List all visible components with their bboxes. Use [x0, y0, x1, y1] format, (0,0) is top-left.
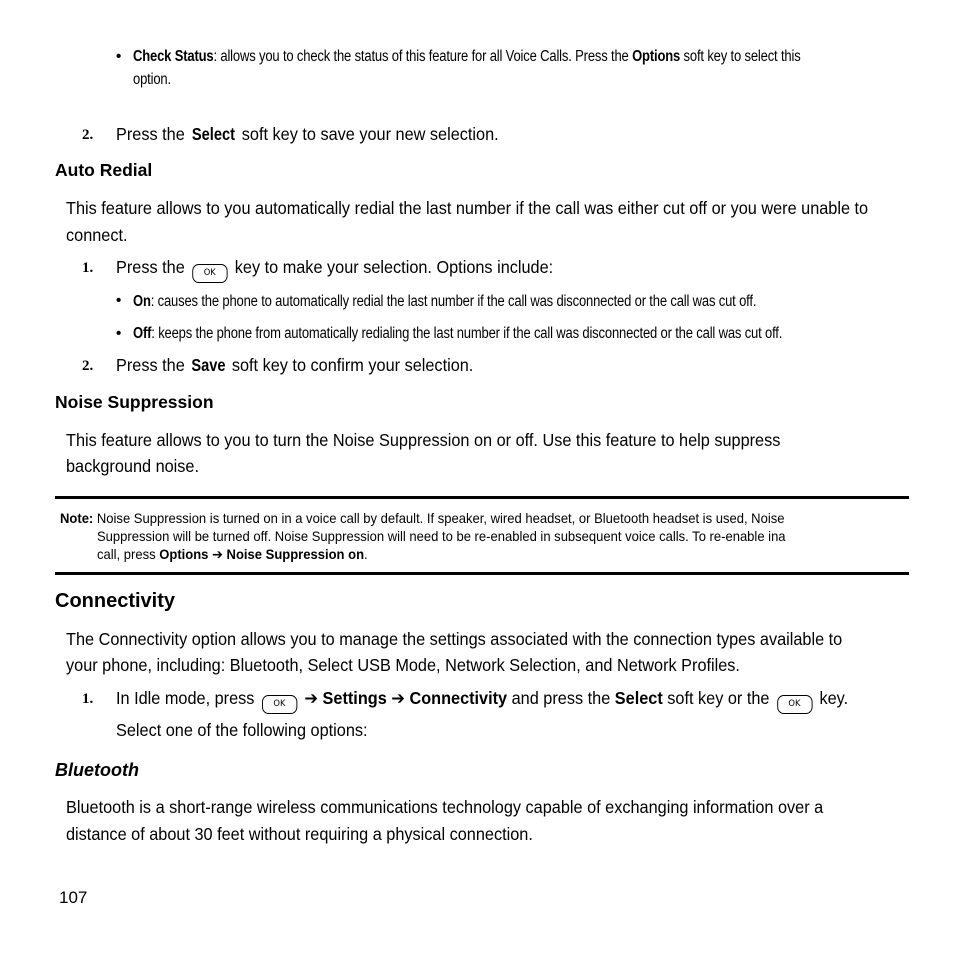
option-off: Off: keeps the phone from automatically redialing the last number if the call was disconnected or the call was cut off. — [133, 325, 783, 342]
step-number: 2. — [82, 358, 94, 374]
bullet-marker: • — [116, 292, 122, 309]
bluetooth-para-line2: distance of about 30 feet without requiring a physical connection. — [66, 824, 533, 844]
noise-para-line2: background noise. — [66, 456, 200, 476]
bullet-marker: • — [116, 325, 122, 342]
note-line3: call, press Options ➔ Noise Suppression on. — [97, 546, 368, 562]
check-status-line2: option. — [133, 71, 171, 88]
auto-redial-step1: Press the OK key to make your selection. Options include: — [116, 254, 553, 283]
ok-key-icon: OK — [777, 695, 812, 714]
step-number: 1. — [82, 260, 94, 276]
page-number: 107 — [59, 888, 88, 907]
connectivity-para-line2: your phone, including: Bluetooth, Select USB Mode, Network Selection, and Network Profiles. — [66, 655, 740, 675]
connectivity-step1-line2: Select one of the following options: — [116, 720, 368, 740]
bullet-marker: • — [116, 48, 122, 65]
auto-redial-para-line2: connect. — [66, 225, 128, 245]
auto-redial-para-line1: This feature allows to you automatically redial the last number if the call was either cut off or you were unable to — [66, 198, 869, 218]
section-heading-connectivity: Connectivity — [55, 590, 176, 612]
section-heading-noise-suppression: Noise Suppression — [55, 392, 214, 412]
note-line2: Suppression will be turned off. Noise Suppression will need to be re-enabled in subsequent voice calls. To re-enable ina — [97, 528, 786, 544]
step-number: 2. — [82, 127, 94, 143]
auto-redial-step2: Press the Save soft key to confirm your selection. — [116, 355, 474, 375]
ok-key-icon: OK — [192, 264, 227, 283]
section-heading-auto-redial: Auto Redial — [55, 160, 153, 180]
check-status-line1: Check Status: allows you to check the status of this feature for all Voice Calls. Press the Options soft key to select this — [133, 48, 801, 65]
note-line1: Note: Noise Suppression is turned on in a voice call by default. If speaker, wired headset, or Bluetooth headset is used, Noise — [60, 510, 785, 526]
note-bottom-rule — [55, 572, 909, 575]
step-text: Press the Select soft key to save your new selection. — [116, 124, 499, 144]
noise-para-line1: This feature allows to you to turn the Noise Suppression on or off. Use this feature to help suppress — [66, 430, 781, 450]
note-top-rule — [55, 496, 909, 499]
bluetooth-para-line1: Bluetooth is a short-range wireless communications technology capable of exchanging information over a — [66, 797, 824, 817]
ok-key-icon: OK — [262, 695, 297, 714]
subsection-heading-bluetooth: Bluetooth — [55, 760, 139, 780]
option-on: On: causes the phone to automatically redial the last number if the call was disconnected or the call was cut off. — [133, 293, 757, 310]
connectivity-para-line1: The Connectivity option allows you to manage the settings associated with the connection types available to — [66, 629, 843, 649]
connectivity-step1: In Idle mode, press OK ➔ Settings ➔ Connectivity and press the Select soft key or the OK key. — [116, 685, 848, 714]
step-number: 1. — [82, 691, 94, 707]
